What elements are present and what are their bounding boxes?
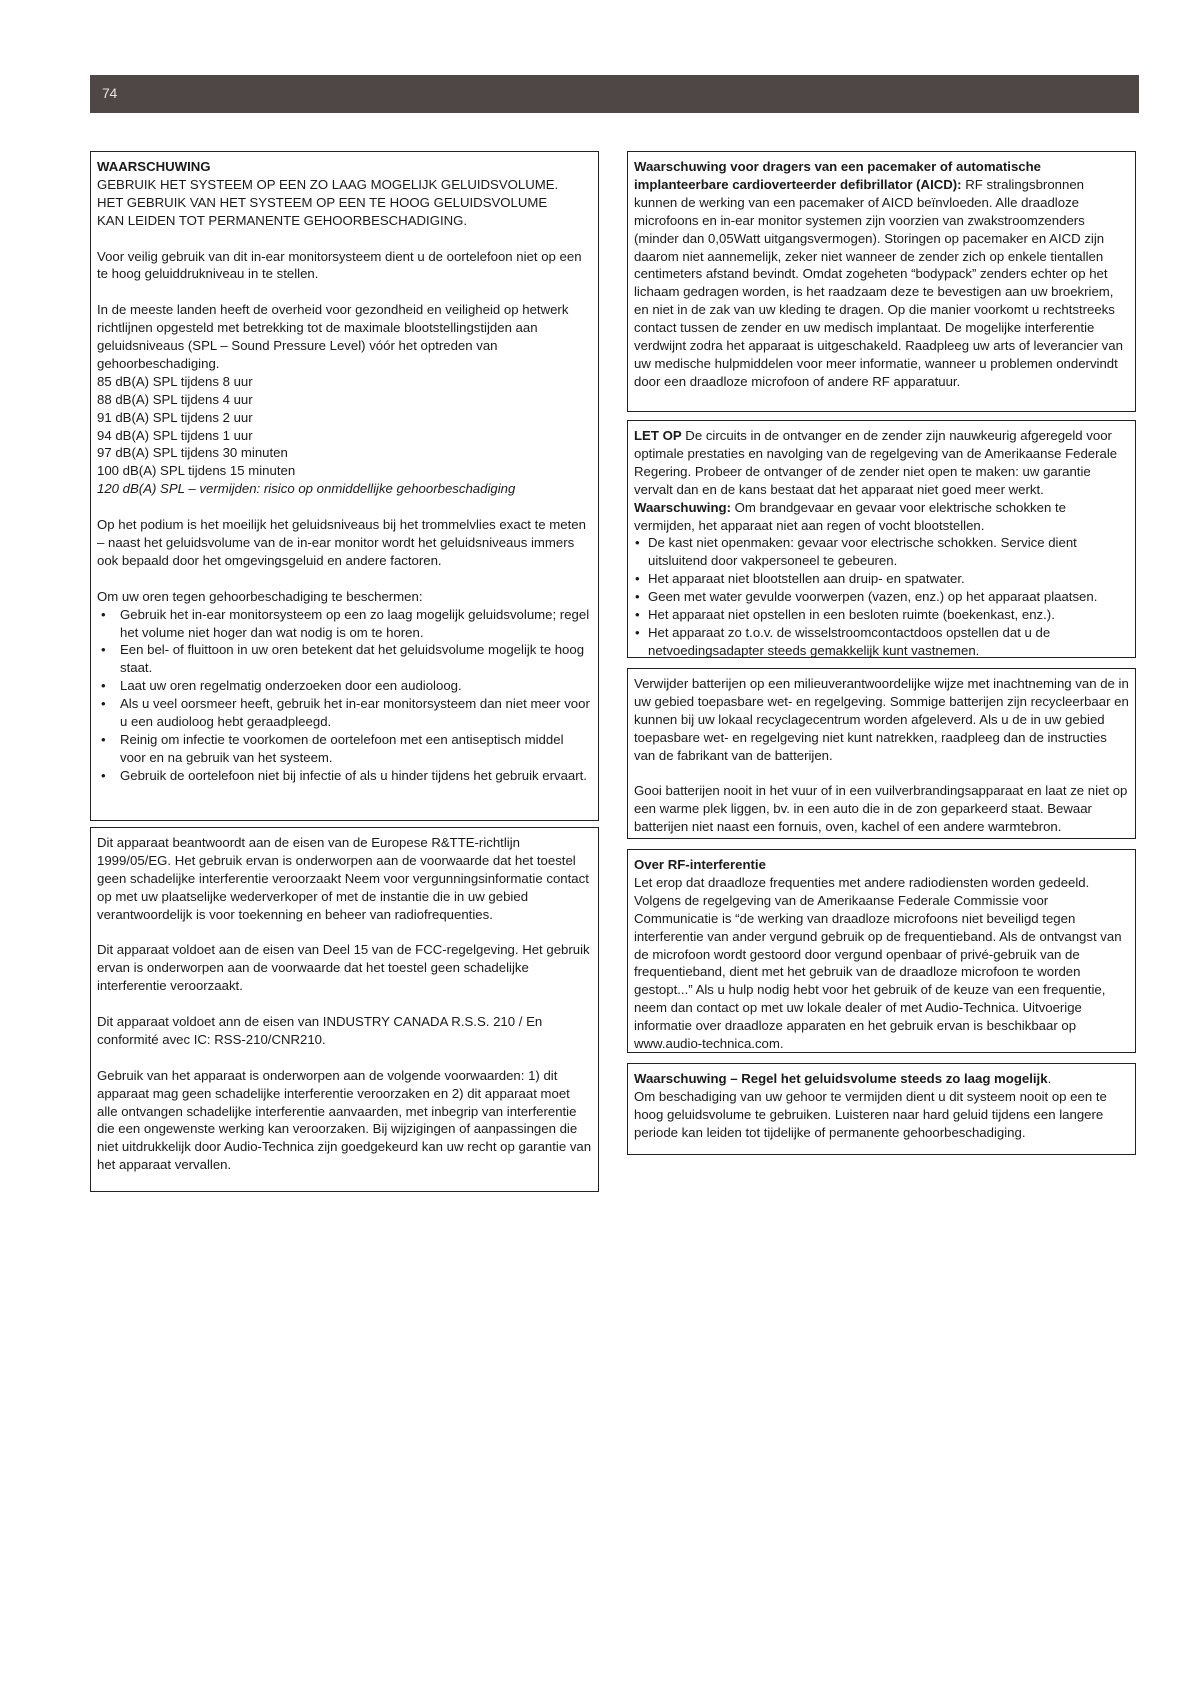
compliance-paragraph: Dit apparaat voldoet ann de eisen van INDUSTRY CANADA R.S.S. 210 / En conformité avec IC: RSS-210/CNR210. bbox=[97, 1014, 543, 1047]
warning-box bbox=[90, 151, 599, 821]
pacemaker-text: RF stralingsbronnen kunnen de werking van een pacemaker of AICD beïnvloeden. Alle draadloze microfoons en in-ear monitor systemen zijn voorzien van zwakstroomzenders (minder dan 0,05Watt uitgangsvermogen). Storingen op pacemaker en AICD zijn daarom niet aannemelijk, zeker niet wanneer de zender zich op enkele tientallen centimeters afstand bevindt. Omdat zogeheten “bodypack” zenders echter op het lichaam gedragen worden, is het raadzaam deze te bevestigen aan uw broekriem, en niet in de zak van uw kleding te dragen. Op die manier voorkomt u rechtstreeks contact tussen de zender en uw medisch implantaat. De mogelijke interferentie verdwijnt zodra het apparaat is uitgeschakeld. Raadpleeg uw arts of leverancier van uw medische hulpmiddelen voor meer informatie, wanneer u problemen ondervindt door een draadloze microfoon of andere RF apparatuur. bbox=[634, 176, 1123, 389]
spl-line: 91 dB(A) SPL tijdens 2 uur bbox=[97, 409, 253, 425]
list-item: • Gebruik het in-ear monitorsysteem op een zo laag mogelijk geluidsvolume; regel het volume niet hoger dan wat nodig is om te horen. bbox=[97, 606, 592, 642]
list-item: • Het apparaat zo t.o.v. de wisselstroomcontactdoos opstellen dat u de netvoedingsadapter steeds gemakkelijk kunt vastnemen. bbox=[634, 624, 1129, 658]
warning-paragraph: In de meeste landen heeft de overheid voor gezondheid en veiligheid op hetwerk richtlijnen opgesteld met betrekking tot de maximale blootstellingstijden aan geluidsniveaus (SPL – Sound Pressure Level) vóór het optreden van gehoorbeschadiging. bbox=[97, 302, 569, 371]
spl-line: 94 dB(A) SPL tijdens 1 uur bbox=[97, 427, 253, 443]
warning-caps-line: HET GEBRUIK VAN HET SYSTEEM OP EEN TE HOOG GELUIDSVOLUME bbox=[97, 194, 548, 210]
warning-caps-line: KAN LEIDEN TOT PERMANENTE GEHOORBESCHADIGING. bbox=[97, 212, 468, 228]
page-number: 74 bbox=[102, 85, 117, 101]
volume-title: Waarschuwing – Regel het geluidsvolume steeds zo laag mogelijk bbox=[634, 1071, 1048, 1086]
warning-title: WAARSCHUWING bbox=[97, 159, 211, 174]
pacemaker-box bbox=[627, 151, 1136, 412]
caution-text: De circuits in de ontvanger en de zender zijn nauwkeurig afgeregeld voor optimale prestaties en navolging van de regelgeving van de Amerikaanse Federale Regering. Probeer de ontvanger of de zender niet open te maken: uw garantie vervalt dan en de kans bestaat dat het apparaat niet goed meer werkt. bbox=[634, 428, 1118, 497]
caution-list bbox=[634, 534, 1129, 658]
list-item: • Als u veel oorsmeer heeft, gebruik het in-ear monitorsysteem dan niet meer voor u een audioloog hebt geraadpleegd. bbox=[97, 695, 592, 731]
volume-text: Om beschadiging van uw gehoor te vermijden dient u dit systeem nooit op een te hoog geluidsvolume te gebruiken. Luisteren naar hard geluid tijdens een langere periode kan leiden tot tijdelijke of permanente gehoorbeschadiging. bbox=[634, 1088, 1107, 1140]
spl-line: 97 dB(A) SPL tijdens 30 minuten bbox=[97, 445, 288, 461]
caution-label: LET OP bbox=[634, 428, 682, 443]
warning-paragraph: Om uw oren tegen gehoorbeschadiging te beschermen: bbox=[97, 588, 423, 604]
protection-list bbox=[97, 606, 592, 785]
caution-box bbox=[627, 420, 1136, 658]
warning-paragraph: Voor veilig gebruik van dit in-ear monitorsysteem dient u de oortelefoon niet op een te hoog geluiddrukniveau in te stellen. bbox=[97, 248, 582, 282]
warning-paragraph: Op het podium is het moeilijk het geluidsniveaus bij het trommelvlies exact te meten – naast het geluidsvolume van de in-ear monitor wordt het geluidsniveaus immers ook bepaald door het omgevingsgeluid en andere factoren. bbox=[97, 517, 586, 568]
spl-danger-line: 120 dB(A) SPL – vermijden: risico op onmiddellijke gehoorbeschadiging bbox=[97, 481, 516, 497]
volume-title-end: . bbox=[1047, 1071, 1052, 1086]
caution-warning-label: Waarschuwing: bbox=[634, 499, 731, 515]
rf-text: Let erop dat draadloze frequenties met andere radiodiensten worden gedeeld. Volgens de regelgeving van de Amerikaanse Federale Commissie voor Communicatie is “de werking van draadloze microfoons niet beveiligd tegen interferentie van ander vergund gebruik op de frequentieband. Als de ontvangst van de microfoon wordt gestoord door vergund openbaar of privé-gebruik van de frequentieband, dient met het gebruik van de draadloze microfoon te worden gestopt...” Als u hulp nodig hebt voor het gebruik of de keuze van een frequentie, neem dan contact op met uw lokale dealer of met Audio-Technica. Uitvoerige informatie over draadloze apparaten en het gebruik ervan is beschikbaar op www.audio-technica.com. bbox=[634, 874, 1122, 1052]
volume-warning-box bbox=[627, 1063, 1136, 1155]
compliance-box bbox=[90, 827, 599, 1192]
list-item: • Geen met water gevulde voorwerpen (vazen, enz.) op het apparaat plaatsen. bbox=[634, 588, 1129, 606]
pacemaker-title: Waarschuwing voor dragers van een pacemaker of automatische implanteerbare cardioverteerder defibrillator (AICD): bbox=[634, 159, 1041, 192]
rf-interference-box bbox=[627, 849, 1136, 1053]
compliance-paragraph: Dit apparaat beantwoordt aan de eisen van de Europese R&TTE-richtlijn 1999/05/EG. Het gebruik ervan is onderworpen aan de voorwaarde dat het toestel geen schadelijke interferentie veroorzaakt Neem voor vergunningsinformatie contact op met uw plaatselijke wederverkoper of met de instantie die in uw gebied verantwoordelijk is voor toekenning en beheer van radiofrequenties. bbox=[97, 835, 589, 922]
spl-line: 88 dB(A) SPL tijdens 4 uur bbox=[97, 391, 253, 407]
compliance-paragraph: Gebruik van het apparaat is onderworpen aan de volgende voorwaarden: 1) dit apparaat mag geen schadelijke interferentie veroorzaken en 2) dit apparaat moet alle ontvangen schadelijke interferentie aanvaarden, met inbegrip van interferentie die een ongewenste werking kan veroorzaken. Bij wijzigingen of aanpassingen die niet uitdrukkelijk door Audio-Technica zijn goedgekeurd kan uw recht op garantie van het apparaat vervallen. bbox=[97, 1067, 592, 1173]
list-item: • Het apparaat niet opstellen in een besloten ruimte (boekenkast, enz.). bbox=[634, 606, 1129, 624]
caution-warning-text: Om brandgevaar en gevaar voor elektrische schokken te vermijden, het apparaat niet aan regen of vocht blootstellen. bbox=[634, 499, 1066, 533]
batteries-paragraph: Gooi batterijen nooit in het vuur of in een vuilverbrandingsapparaat en laat ze niet op een warme plek liggen, bv. in een auto die in de zon geparkeerd staat. Bewaar batterijen niet naast een fornuis, oven, kachel of een andere warmtebron. bbox=[634, 783, 1128, 835]
list-item: • De kast niet openmaken: gevaar voor electrische schokken. Service dient uitsluitend door vakpersoneel te gebeuren. bbox=[634, 534, 1129, 570]
batteries-paragraph: Verwijder batterijen op een milieuverantwoordelijke wijze met inachtneming van de in uw gebied toepasbare wet- en regelgeving. Sommige batterijen zijn recycleerbaar en kunnen bij uw lokaal recyclagecentrum worden afgeleverd. Als u de in uw gebied toepasbare wet- en regelgeving niet kunt natrekken, raadpleeg dan de instructies van de fabrikant van de batterijen. bbox=[634, 676, 1129, 763]
compliance-paragraph: Dit apparaat voldoet aan de eisen van Deel 15 van de FCC-regelgeving. Het gebruik ervan is onderworpen aan de voorwaarde dat het toestel geen schadelijke interferentie veroorzaakt. bbox=[97, 942, 590, 994]
rf-title: Over RF-interferentie bbox=[634, 857, 766, 872]
list-item: • Laat uw oren regelmatig onderzoeken door een audioloog. bbox=[97, 677, 592, 695]
list-item: • Het apparaat niet blootstellen aan druip- en spatwater. bbox=[634, 570, 1129, 588]
spl-line: 85 dB(A) SPL tijdens 8 uur bbox=[97, 373, 253, 389]
spl-line: 100 dB(A) SPL tijdens 15 minuten bbox=[97, 463, 296, 479]
list-item: • Gebruik de oortelefoon niet bij infectie of als u hinder tijdens het gebruik ervaart. bbox=[97, 767, 592, 785]
batteries-box bbox=[627, 668, 1136, 839]
warning-caps-line: GEBRUIK HET SYSTEEM OP EEN ZO LAAG MOGELIJK GELUIDSVOLUME. bbox=[97, 176, 559, 192]
page-header-bar bbox=[90, 75, 1139, 113]
list-item: • Reinig om infectie te voorkomen de oortelefoon met een antiseptisch middel voor en na gebruik van het systeem. bbox=[97, 731, 592, 767]
list-item: • Een bel- of fluittoon in uw oren betekent dat het geluidsvolume mogelijk te hoog staat. bbox=[97, 641, 592, 677]
